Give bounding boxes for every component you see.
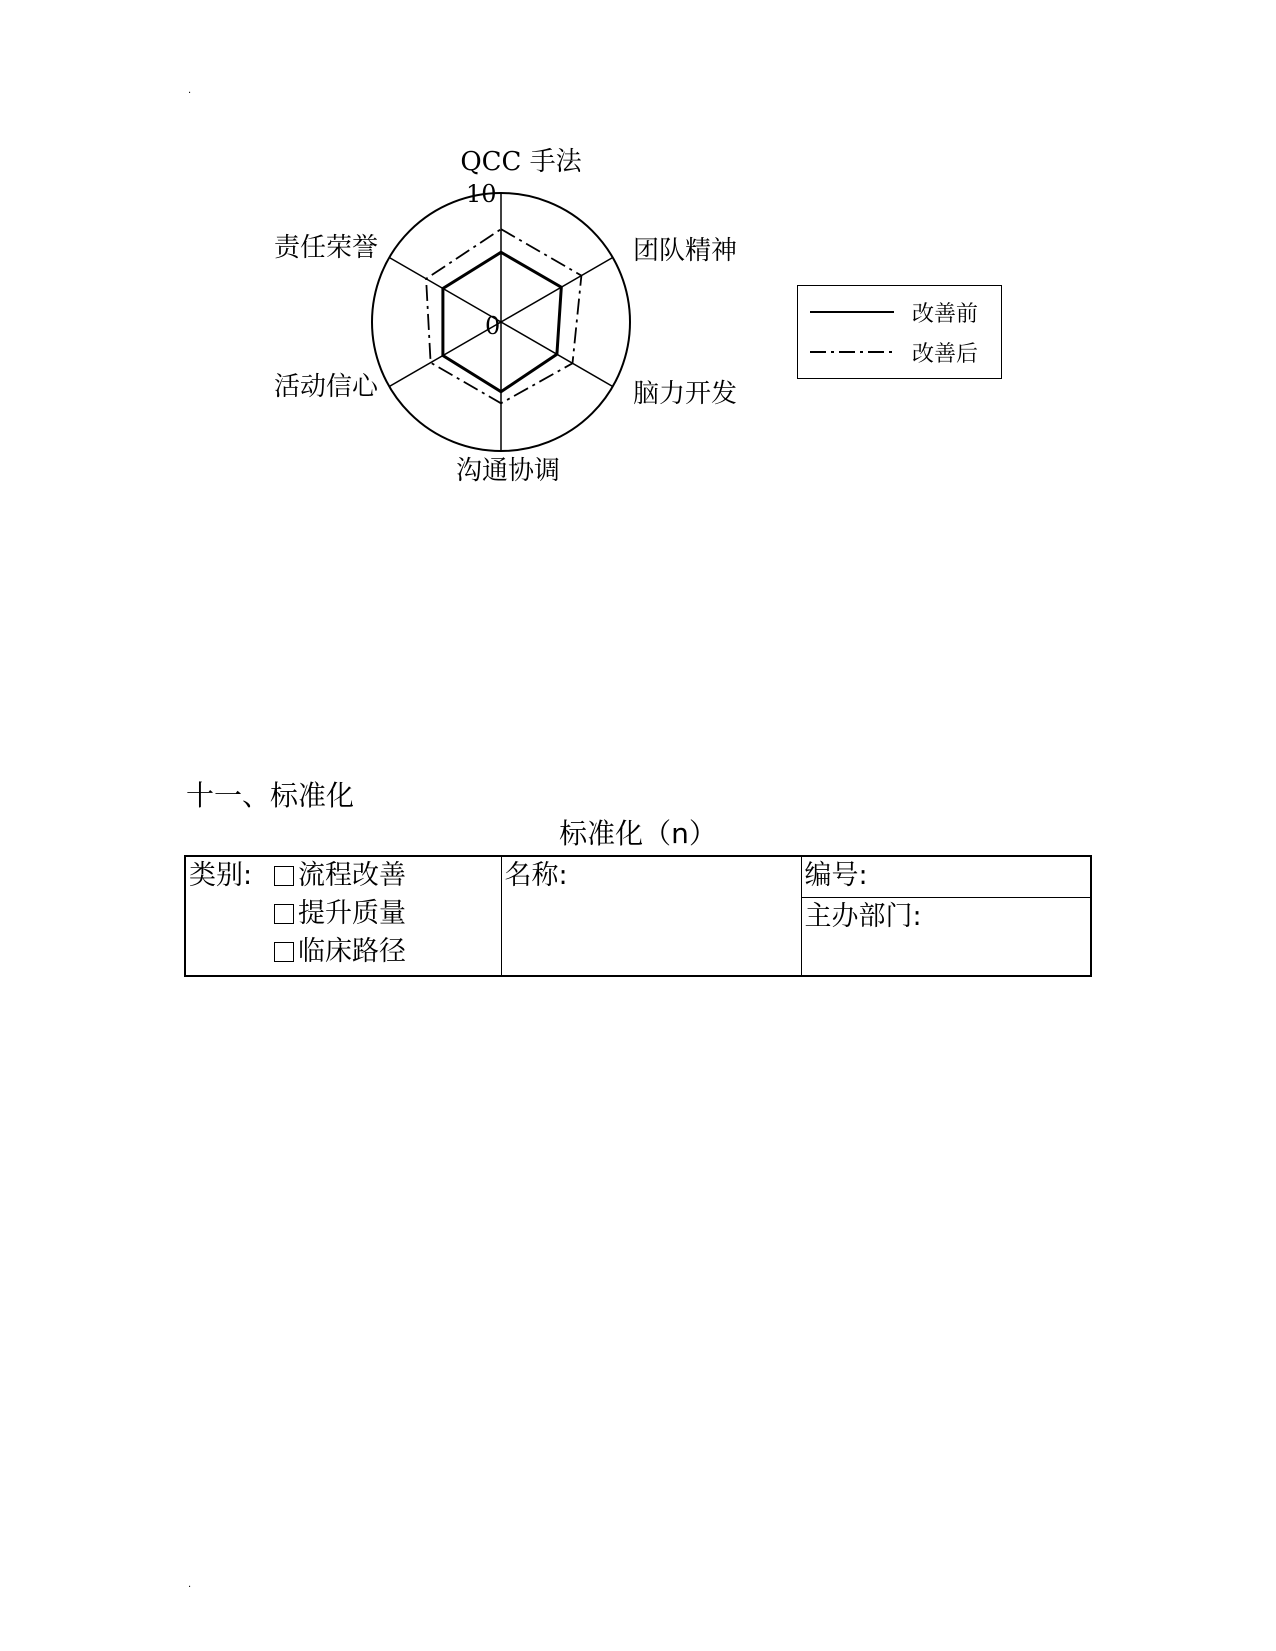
category-cell [185, 856, 501, 976]
radar-chart [0, 0, 1276, 520]
department-cell[interactable] [801, 897, 1091, 976]
axis-label: QCC 手法 [460, 147, 582, 177]
table-title: 标准化（n） [559, 817, 717, 850]
axis-label: 沟通协调 [455, 456, 561, 486]
radar-axis-labels [274, 147, 737, 486]
number-cell[interactable] [801, 856, 1091, 897]
radar-spoke [501, 258, 613, 323]
category-option-clinical-path[interactable] [274, 933, 406, 971]
chart-legend [797, 285, 1002, 379]
scale-max-label: 10 [466, 180, 497, 208]
name-cell[interactable] [501, 856, 801, 976]
legend-label-after: 改善后 [912, 341, 979, 367]
option-label: 提升质量 [298, 898, 406, 929]
section-heading: 十一、标准化 [186, 779, 355, 812]
axis-label: 脑力开发 [633, 379, 738, 409]
department-label: 主办部门: [804, 900, 922, 932]
option-label: 流程改善 [298, 860, 406, 891]
name-label: 名称: [504, 860, 568, 891]
legend-solid-line [810, 309, 894, 315]
category-option-quality[interactable] [274, 895, 406, 933]
legend-item-after [810, 340, 979, 367]
axis-label: 团队精神 [633, 236, 738, 266]
legend-dashdot-line [810, 349, 894, 355]
legend-item-before [810, 300, 979, 327]
radar-series-group [426, 229, 581, 403]
page-dot-top: . [188, 85, 192, 96]
category-options [274, 857, 406, 971]
standardization-table [184, 855, 1092, 977]
option-label: 临床路径 [298, 936, 406, 967]
scale-min-label: 0 [485, 312, 501, 340]
legend-label-before: 改善前 [912, 301, 979, 327]
category-option-process[interactable] [274, 857, 406, 895]
radar-frame [372, 193, 630, 451]
axis-label: 责任荣誉 [273, 233, 378, 263]
axis-label: 活动信心 [273, 372, 378, 402]
page-dot-bottom: . [188, 1579, 192, 1590]
category-label: 类别: [189, 860, 253, 891]
number-label: 编号: [804, 860, 868, 891]
checkbox-icon[interactable] [274, 942, 294, 962]
checkbox-icon[interactable] [274, 866, 294, 886]
checkbox-icon[interactable] [274, 904, 294, 924]
